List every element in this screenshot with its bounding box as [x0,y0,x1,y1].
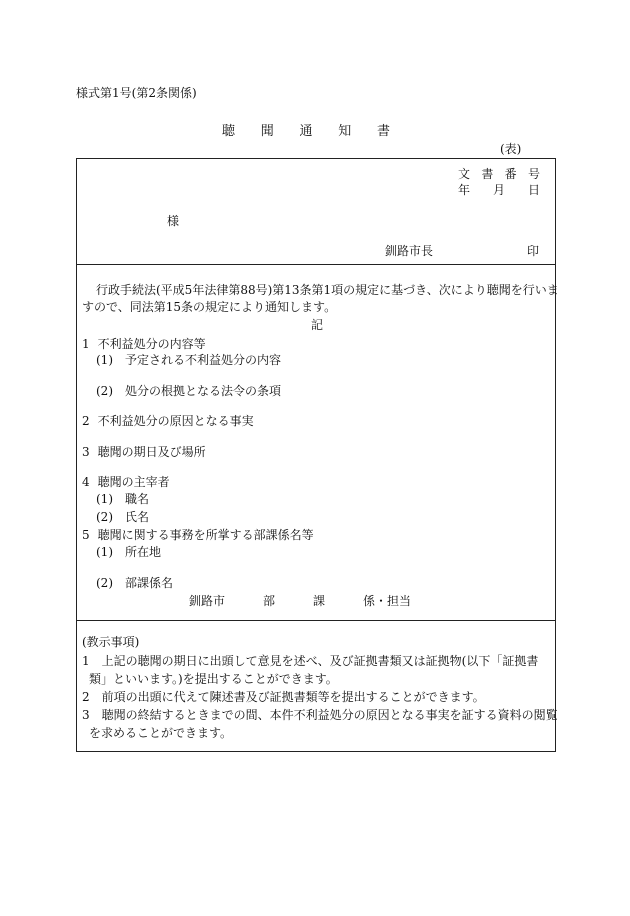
list-item: (2) 氏名 [96,510,150,524]
list-item: (2) 部課係名 [96,576,174,590]
list-item: 2 不利益処分の原因となる事実 [82,414,254,428]
notice-heading: (教示事項) [82,635,140,649]
notice-item: 1 上記の聴聞の期日に出頭して意見を述べ、及び証拠書類又は証拠物(以下「証拠書 [82,654,539,668]
list-item: (1) 予定される不利益処分の内容 [96,353,282,367]
notice-item: 2 前項の出頭に代えて陳述書及び証拠書類等を提出することができます。 [82,690,485,704]
notice-frame [76,158,559,752]
list-item: (2) 処分の根拠となる法令の条項 [96,384,282,398]
notice-item-cont: を求めることができます。 [89,726,233,740]
side-mark: (表) [500,142,522,156]
form-label: 様式第1号(第2条関係) [76,86,197,100]
sender-name: 釧路市長 [385,244,434,258]
date-label: 年 月 日 [458,183,540,197]
title-char: 通 [299,124,313,139]
divider [77,264,555,265]
list-item: 5 聴聞に関する事務を所掌する部課係名等 [82,528,314,542]
list-item: 3 聴聞の期日及び場所 [82,445,206,459]
ki-heading: 記 [311,318,324,332]
title-char: 知 [338,124,352,139]
notice-item: 3 聴聞の終結するときまでの間、本件不利益処分の原因となる事実を証する資料の閲覧 [82,708,558,722]
doc-number-label: 文 書 番 号 [458,167,540,181]
intro-line: すので、同法第15条の規定により通知します。 [82,300,337,314]
title-char: 聞 [260,124,274,139]
title-char: 聴 [222,124,236,139]
seal-mark: 印 [527,244,540,258]
intro-line: 行政手続法(平成5年法律第88号)第13条第1項の規定に基づき、次により聴聞を行いま [96,283,559,297]
list-item: (1) 職名 [96,492,150,506]
document-title [222,125,390,138]
title-char: 書 [376,124,390,139]
dept-line: 釧路市 部 課 係・担当 [189,594,412,608]
list-item: 1 不利益処分の内容等 [82,337,206,351]
notice-item-cont: 類」といいます。)を提出することができます。 [89,672,338,686]
divider [77,620,555,621]
list-item: (1) 所在地 [96,545,162,559]
list-item: 4 聴聞の主宰者 [82,475,170,489]
addressee-suffix: 様 [167,214,180,228]
